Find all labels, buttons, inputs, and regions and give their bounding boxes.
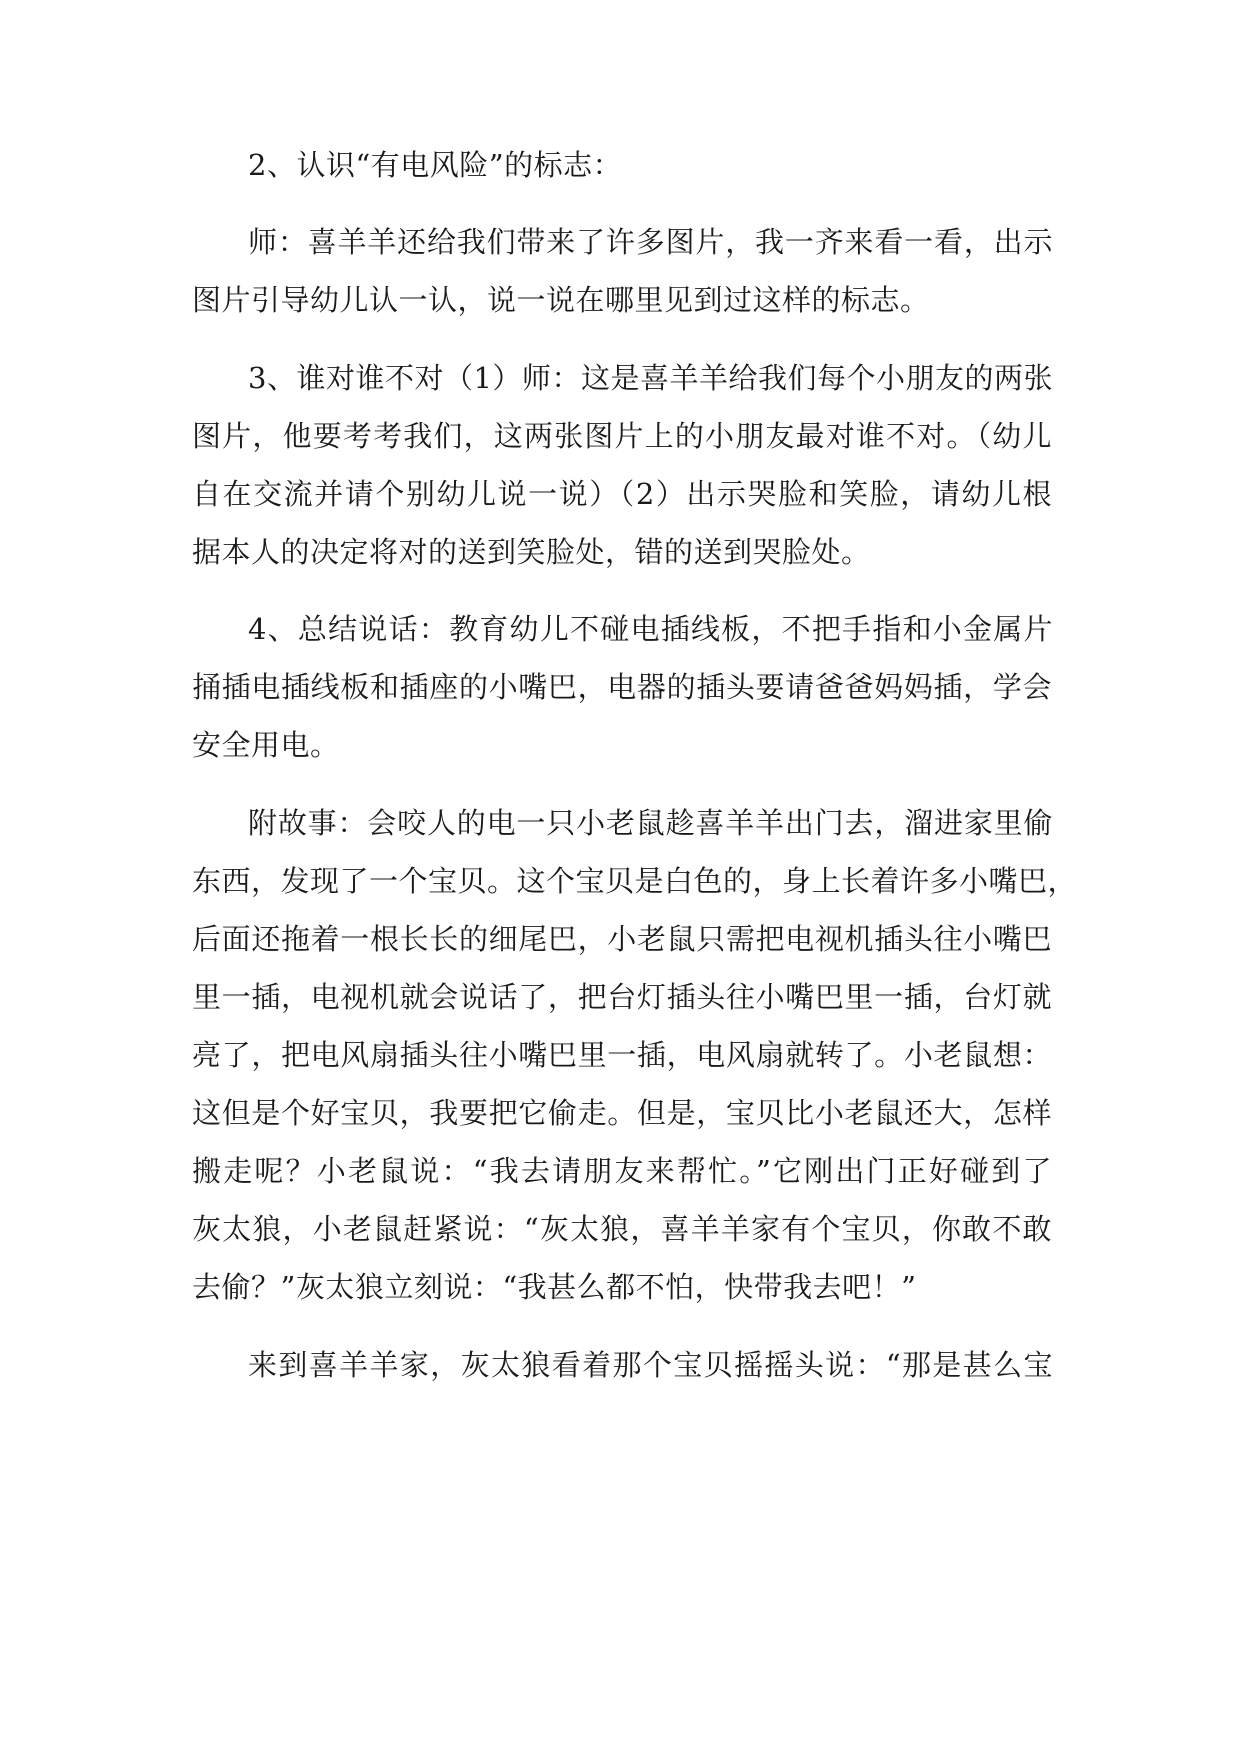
story-line-2: 东西，发现了一个宝贝。这个宝贝是白色的，身上长着许多小嘴巴，	[192, 864, 1078, 898]
story-line-3: 后面还拖着一根长长的细尾巴，小老鼠只需把电视机插头往小嘴巴	[192, 922, 1052, 956]
story-line-4: 里一插，电视机就会说话了，把台灯插头往小嘴巴里一插，台灯就	[192, 980, 1052, 1014]
section-3-line-4: 据本人的决定将对的送到笑脸处，错的送到哭脸处。	[192, 535, 871, 569]
section-3-line-3: 自在交流并请个别幼儿说一说）（2）出示哭脸和笑脸，请幼儿根	[192, 477, 1052, 511]
paragraph-1-line-2: 图片引导幼儿认一认，说一说在哪里见到过这样的标志。	[192, 283, 930, 317]
section-4-line-3: 安全用电。	[192, 728, 340, 762]
story-line-5: 亮了，把电风扇插头往小嘴巴里一插，电风扇就转了。小老鼠想：	[192, 1038, 1052, 1072]
section-2-heading: 2、认识“有电风险”的标志：	[248, 148, 623, 182]
story-line-6: 这但是个好宝贝，我要把它偷走。但是，宝贝比小老鼠还大，怎样	[192, 1096, 1052, 1130]
story-line-8: 灰太狼，小老鼠赶紧说：“灰太狼，喜羊羊家有个宝贝，你敢不敢	[192, 1212, 1052, 1246]
section-4-line-2: 捅插电插线板和插座的小嘴巴，电器的插头要请爸爸妈妈插，学会	[192, 670, 1052, 704]
story-line-7: 搬走呢？小老鼠说：“我去请朋友来帮忙。”它刚出门正好碰到了	[192, 1154, 1052, 1188]
section-3-line-1: 3、谁对谁不对（1）师：这是喜羊羊给我们每个小朋友的两张	[248, 361, 1053, 395]
story-line-9: 去偷？”灰太狼立刻说：“我甚么都不怕，快带我去吧！”	[192, 1270, 917, 1304]
paragraph-1-line-1: 师：喜羊羊还给我们带来了许多图片，我一齐来看一看，出示	[248, 225, 1053, 259]
section-4-line-1: 4、总结说话：教育幼儿不碰电插线板，不把手指和小金属片	[248, 612, 1053, 646]
story-paragraph-2-line-1: 来到喜羊羊家，灰太狼看着那个宝贝摇摇头说：“那是甚么宝	[248, 1348, 1053, 1382]
story-line-1: 附故事：会咬人的电一只小老鼠趁喜羊羊出门去，溜进家里偷	[248, 806, 1053, 840]
section-3-line-2: 图片，他要考考我们，这两张图片上的小朋友最对谁不对。（幼儿	[192, 419, 1052, 453]
